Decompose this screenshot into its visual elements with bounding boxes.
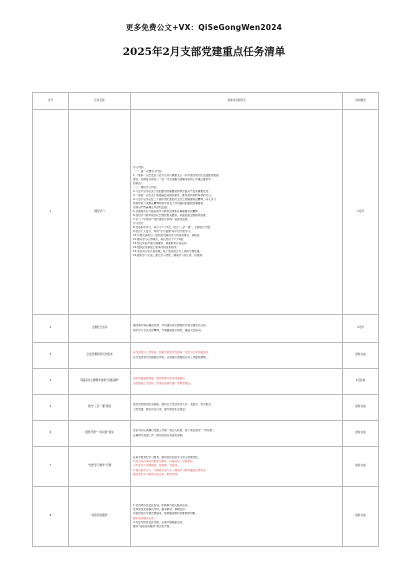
row-index: 2 [33, 315, 69, 343]
row-index: 8 [33, 487, 69, 547]
row-index: 1 [33, 110, 69, 315]
content-line: 8.支部集中学习，每月不少于1次，结合“三会一课”、主题党日开展； [133, 226, 213, 230]
content-line: 14.支部书记带头讲党课，班子成员结合分工讲授专题党课， [133, 250, 202, 254]
content-line: 认真开展党纪学习教育，组织党员系统学习党章党规党纪， [133, 456, 201, 460]
row-task-name: “双报到双服务” [69, 487, 131, 547]
row-index: 6 [33, 421, 69, 447]
content-line: 推动“双报到双服务”常态化开展。 [133, 524, 172, 528]
row-index: 7 [33, 447, 69, 487]
row-content [131, 343, 343, 369]
header-content: 具体内容和形式 [131, 93, 343, 110]
content-line: 2.通过集中学习、专题研讨等方式，确保学习教育覆盖全体党员， [133, 468, 209, 472]
content-line: （一）第一议题学习内容： [133, 169, 165, 173]
table-row [33, 369, 379, 395]
content-line: 3.《求是》杂志关于加强基层党组织建设、推进党的自我革命的文章； [133, 193, 214, 197]
content-line: 学习内容： [133, 165, 146, 169]
content-line: 9.党员个人自学，利用“学习强国”等平台开展学习； [133, 230, 193, 234]
row-task-name: 理论学习 [69, 110, 131, 315]
table-header [33, 93, 379, 110]
row-time-requirement: 2月份 [343, 110, 379, 315]
row-time-requirement: 按时完成 [343, 395, 379, 421]
content-line: 集中学习有关文件精神，开展廉政警示教育，重温入党誓词。 [133, 328, 204, 332]
row-task-name: 组织开展“一岗双责”落实 [69, 421, 131, 447]
content-line: 11.撰写学习心得体会，每名党员不少于1篇； [133, 238, 186, 242]
table-row [33, 447, 379, 487]
row-time-requirement: 按时完成 [343, 421, 379, 447]
row-content [131, 421, 343, 447]
content-line: 落实党内组织生活制度，按时召开支部党员大会、支委会、党小组会， [133, 403, 214, 407]
content-line: 4.习近平总书记在二十届中央纪委四次全会上的重要讲话精神，深入学习 [133, 197, 216, 201]
row-index: 5 [33, 395, 69, 421]
row-time-requirement: 按时完成 [343, 447, 379, 487]
row-task-name: 比武竞赛和党员先锋岗 [69, 343, 131, 369]
table-row [33, 421, 379, 447]
content-line: 6.党纪学习教育常态化长效化相关要求，巩固拓展主题教育成果； [133, 214, 209, 217]
document-title: 2025年2月支部党建重点任务清单 [122, 46, 286, 58]
content-line: 1.党员向所在社区报到，积极参与社区服务活动， [133, 504, 190, 508]
content-line: 7.学习《中国共产党纪律处分条例》等党内法规。 [133, 218, 190, 222]
row-content [131, 369, 343, 395]
content-line: 2.习近平总书记关于党的建设的重要思想和全面从严治党重要论述； [133, 189, 211, 193]
header-task-name: 任务名称 [69, 93, 131, 110]
content-line: 定期研究党建工作，推动各项任务落实落地。 [133, 433, 185, 437]
table-body [33, 110, 379, 547]
row-time-requirement: 2月底前 [343, 369, 379, 395]
content-line: 深化党建品牌创建，推动党建与业务深度融合， [133, 377, 188, 381]
content-line: 3.支部与结对社区共建，定期开展联建活动， [133, 520, 185, 524]
table-row [33, 343, 379, 369]
row-index: 3 [33, 343, 69, 369]
content-line: 做好报到服务记录， [133, 516, 157, 520]
row-index: 4 [33, 369, 69, 395]
content-line: 围绕春节前后廉洁自律、作风建设等主题组织开展主题党日活动， [133, 324, 209, 328]
content-line: 建设、民族复兴伟业》；《在一年全国重大战略项目和工作重点推进中 [133, 177, 211, 181]
content-line: 各支部结合工作实际，积极开展党员先锋岗、党员示范岗创建活动， [133, 351, 211, 355]
row-content [131, 395, 343, 421]
content-line: 10.开展交流研讨，组织党员围绕学习内容谈体会、谈收获； [133, 234, 202, 238]
row-content [131, 447, 343, 487]
row-content [131, 315, 343, 343]
content-line: 总结提炼工作经验，形成可复制可推广的典型做法。 [133, 381, 193, 385]
table-row [33, 110, 379, 315]
content-line: 贯彻中央八项规定精神和党中央关于作风建设的最新部署要求， [133, 201, 206, 205]
header-index: 序号 [33, 93, 69, 110]
content-line: 支部书记认真履行党建工作第一责任人职责，班子成员落实“一岗双责”， [133, 429, 217, 433]
row-content [131, 487, 343, 547]
content-line: 推动党纪学习教育走深走实，取得实效。 [133, 472, 180, 476]
content-line: 2.组织党员开展志愿服务，帮助解决群众急难愁盼问题， [133, 512, 198, 516]
content-line: 12.结合实际开展专题辅导、观看教育片等活动； [133, 242, 189, 246]
row-time-requirement: 按时完成 [343, 487, 379, 547]
content-line: 充分发挥党员先锋模范作用，以党建引领推动业务工作提质增效。 [133, 355, 209, 359]
content-line: 1.《求是》杂志发表习近平总书记重要文章《以中国式现代化全面推进强国 [133, 173, 219, 177]
row-time-requirement: 按时完成 [343, 343, 379, 369]
content-line: 坚持以严的基调正风肃纪反腐； [133, 205, 170, 209]
content-line: 5.全国两会召开前后的学习教育安排和近期重要会议精神； [133, 209, 201, 213]
content-line: 学习形式： [133, 222, 146, 226]
row-task-name: 巩固深化主题教育成果“党建品牌” [69, 369, 131, 395]
table-row [33, 487, 379, 547]
row-content [131, 110, 343, 315]
table-row [33, 315, 379, 343]
content-line: 15.做好学习记录，建立学习台账，确保学习有记录、有成效。 [133, 254, 205, 258]
row-time-requirement: 2月份 [343, 315, 379, 343]
top-banner: 更多免费公文+VX：QiSeGongWen2024 [125, 23, 283, 32]
table-row [33, 395, 379, 421]
content-line: 13.组织党员参加上级举办的各类培训； [133, 246, 179, 250]
content-line: 上好党课，规范会议记录，提升组织生活质量。 [133, 407, 188, 411]
task-table [32, 92, 379, 547]
content-line: 发挥党员先锋模范作用，服务群众、奉献社会； [133, 508, 188, 512]
content-line: （二）理论学习内容： [133, 185, 159, 189]
content-line: 的讲话》。 [133, 181, 145, 185]
header-time: 时间要求 [343, 93, 379, 110]
row-task-name: 党内“三会一课”建设 [69, 395, 131, 421]
row-task-name: 主题党日活动 [69, 315, 131, 343]
row-task-name: “党纪学习教育”专题 [69, 447, 131, 487]
content-line: 1.结合党员实际开展警示教育，以案说纪、以案明纪， [133, 460, 196, 464]
content-line: 引导党员干部知敬畏、存戒惧、守底线； [133, 464, 180, 468]
